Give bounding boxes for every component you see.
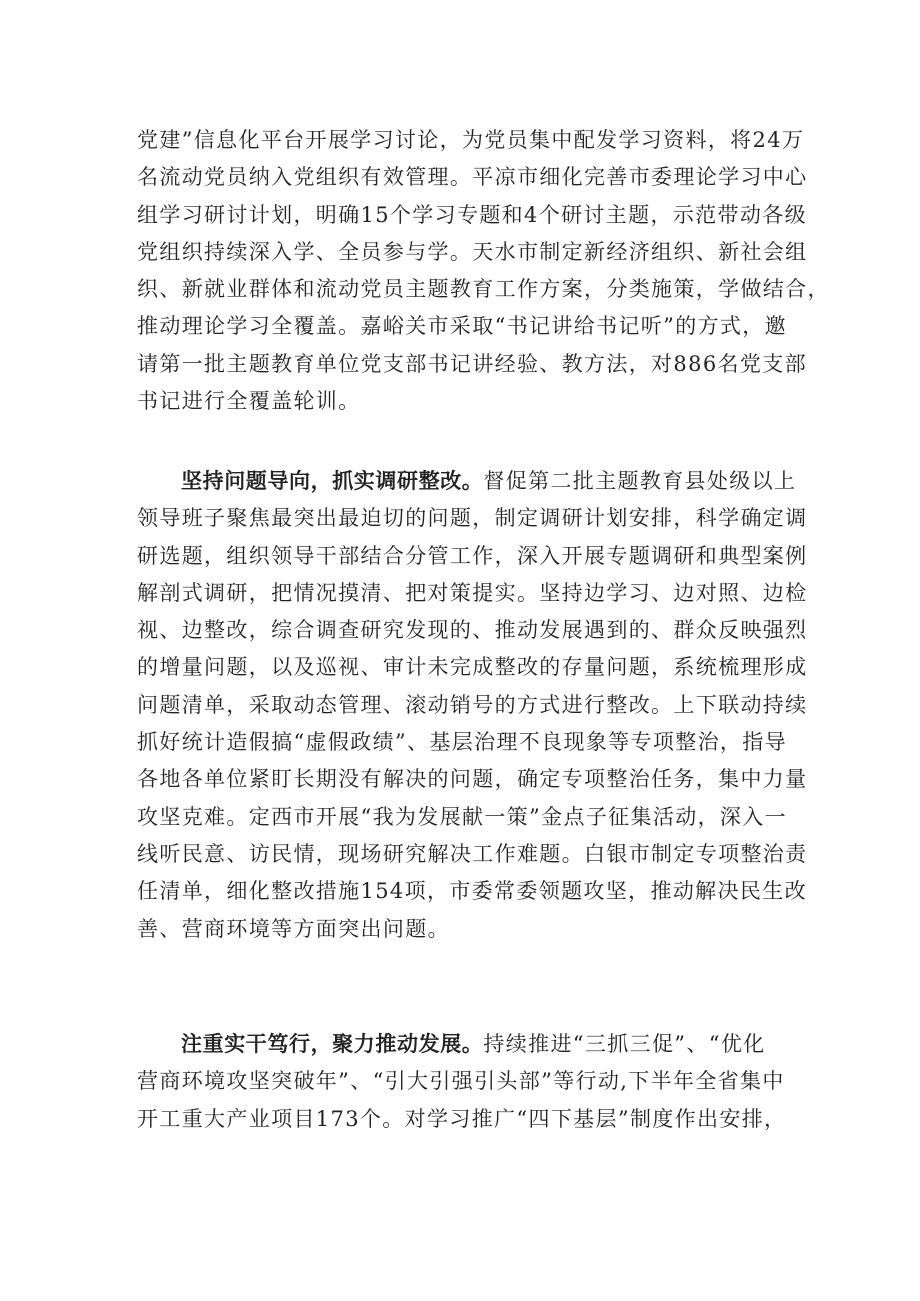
paragraph-line: 推动理论学习全覆盖。嘉峪关市采取“书记讲给书记听”的方式，邀 <box>137 314 787 339</box>
paragraph-line: 任清单，细化整改措施154项，市委常委领题攻坚，推动解决民生改 <box>137 879 807 904</box>
paragraph-line: 请第一批主题教育单位党支部书记讲经验、教方法，对886名党支部 <box>137 351 807 376</box>
paragraph-line: 研选题，组织领导干部结合分管工作，深入开展专题调研和典型案例 <box>137 543 808 568</box>
paragraph-line: 的增量问题，以及巡视、审计未完成整改的存量问题，系统梳理形成 <box>137 655 808 680</box>
paragraph-line: 党组织持续深入学、全员参与学。天水市制定新经济组织、新社会组 <box>137 239 808 264</box>
paragraph-problem-oriented <box>137 463 808 948</box>
paragraph-line: 党建”信息化平台开展学习讨论，为党员集中配发学习资料，将24万 <box>137 128 805 152</box>
paragraph-text: 持续推进“三抓三促”、“优化 <box>483 1032 766 1056</box>
paragraph-line: 问题清单，采取动态管理、滚动销号的方式进行整改。上下联动持续 <box>137 692 808 717</box>
paragraph-line: 名流动党员纳入党组织有效管理。平凉市细化完善市委理论学习中心 <box>137 165 808 190</box>
paragraph-theory-study <box>137 122 830 420</box>
paragraph-line: 解剖式调研，把情况摸清、把对策提实。坚持边学习、边对照、边检 <box>137 580 808 605</box>
paragraph-line: 视、边整改，综合调查研究发现的、推动发展遇到的、群众反映强烈 <box>137 618 808 643</box>
paragraph-text: 督促第二批主题教育县处级以上 <box>483 469 797 493</box>
paragraph-line: 各地各单位紧盯长期没有解决的问题，确定专项整治任务，集中力量 <box>137 767 808 792</box>
paragraph-line: 织、新就业群体和流动党员主题教育工作方案，分类施策，学做结合， <box>137 277 830 302</box>
paragraph-first-line <box>137 1026 791 1063</box>
paragraph-practical-work <box>137 1026 791 1138</box>
section-heading: 注重实干笃行，聚力推动发展。 <box>181 1032 484 1056</box>
paragraph-line: 善、营商环境等方面突出问题。 <box>137 916 450 941</box>
paragraph-line: 线听民意、访民情，现场研究解决工作难题。白银市制定专项整治责 <box>137 841 808 866</box>
paragraph-line: 领导班子聚焦最突出最迫切的问题，制定调研计划安排，科学确定调 <box>137 506 808 531</box>
paragraph-line: 组学习研讨计划，明确15个学习专题和4个研讨主题，示范带动各级 <box>137 202 807 227</box>
section-heading: 坚持问题导向，抓实调研整改。 <box>181 469 484 493</box>
paragraph-line: 抓好统计造假搞“虚假政绩”、基层治理不良现象等专项整治，指导 <box>137 730 787 755</box>
paragraph-line: 营商环境攻坚突破年”、“引大引强引头部”等行动,下半年全省集中 <box>137 1069 785 1094</box>
paragraph-line: 攻坚克难。定西市开展“我为发展献一策”金点子征集活动，深入一 <box>137 804 787 829</box>
paragraph-line: 书记进行全覆盖轮训。 <box>137 389 361 414</box>
paragraph-first-line <box>137 463 797 500</box>
paragraph-line: 开工重大产业项目173个。对学习推广“四下基层”制度作出安排， <box>137 1106 787 1131</box>
